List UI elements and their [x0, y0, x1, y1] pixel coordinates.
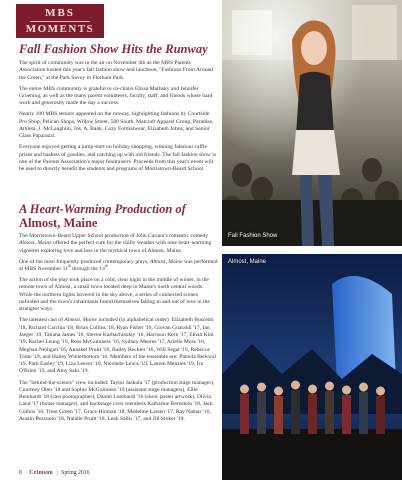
fashion-show-photo [222, 0, 402, 246]
page-number: 8 [19, 470, 22, 476]
almost-maine-caption: Almost, Maine [228, 259, 267, 265]
article1-paragraph: The entire MBS community is grateful to co-chairs Elissa Matlisky and Jennifer Groening, as well as the many parent volunteers, faculty, staff, and friends whose hard work and generosity made the day a success. [19, 85, 213, 107]
magazine-name: Crimson [29, 470, 54, 476]
article2-paragraph: One of the most frequently produced contemporary plays, Almost, Maine was performed at MBS November 11th through the 14th. [19, 258, 218, 272]
article2-title-line2: Almost, Maine [19, 216, 98, 230]
article1-paragraph: Everyone enjoyed getting a jump-start on holiday shopping, winning fabulous raffle prizes and baskets of goodies, and catching up with old friends. The fall fashion show is one of the Parents Association's major fundraisers. Proceeds from this year's event will be used to directly benefit the students and programs of Morristown-Beard School. [19, 144, 217, 173]
almost-maine-illustration [222, 254, 402, 480]
article2-paragraph: The action of the play took place on a cold, clear night in the middle of winter, in the remote town of Almost, a small town located deep in Maine's north central woods. While the northern lights hovered in the sky above, a series of connected scenes unfolded and the town's inhabitants found themselves falling in and out of love in the strangest ways. [19, 277, 210, 313]
issue-date: Spring 2016 [61, 470, 90, 476]
article1-paragraph: The spirit of community was in the air on November 4th as the MBS Parents Association hosted this year's fall fashion show and luncheon, "Fashions From Around the Green," at the Park Savoy in Florham Park. [19, 60, 214, 81]
article-almost-maine [19, 202, 218, 427]
article2-paragraph: The "behind-the-scenes" crew included: Taylor Jaskula '17 (production stage manager), Courtney Ober '18 and Sophie McGuinness '19 (assistant stage managers), Ellie Reinhardt '18 (cast photographer), Daniel Lombardi '16 (show poster artwork), Olivia Land '17 (house manager), and backstage crew members Katharine Bernstein '18, Jack Collins '16, Trent Green '17, Grace Hinman '18, Madeline Larsen '17, Ray Namar '16, Austin Pezzuoto '18, Natalie Pruitt '18, Leah Sallis '17, and Jill Stoker '18. [19, 379, 215, 423]
article2-title [19, 202, 218, 230]
page-footer [19, 470, 90, 476]
article-fashion-show [19, 42, 218, 177]
fashion-show-caption: Fall Fashion Show [228, 233, 278, 239]
mbs-moments-badge [16, 4, 104, 38]
badge-divider [30, 21, 90, 22]
badge-line1: MBS [45, 7, 75, 19]
footer-separator: | [56, 470, 58, 476]
article1-paragraph: Nearly 100 MBS seniors appeared on the runway, highlighting fashions by Courtside Pro Shop, Pelican Shops, Willow Street, 580 South, Matcraft Apparel Group, Paradise, Athleta, J. McLaughlin, Jos. A. Bank, Cozy Formalwear, Elizabeth Johns, and Senior Class Paparazzi. [19, 111, 214, 140]
article1-title: Fall Fashion Show Hits the Runway [19, 42, 208, 56]
article2-paragraph: The talented cast of Almost, Maine included (in alphabetical order): Elizabeth Buscemi '18, Richard Carchia '18, Brian Collins '18, Ryan Fisher '16, Giovan Guaraldi '17, Ian Jaeger '19, Tatiana James '16, Steven Karbachinskiy '16, Harrison Kern '17, Ethan Kim '19, Rachel Leung '16, Ross McGuinness '16, Sydney Meeres '17, Arielle Moss '16, Meghan Nelligan '16, Annabel Pruitt '16, Bailey Rechler '16, Will Segal '16, Rebecca Tome '19, and Hailey Winterbottom '16. Members of the ensemble are: Pamela Berkwal '19, Patti Easley '19, Liza Leever '19, Nicolette Lewis '19, Lauren Menzies '19, Ira O'Brien '19, and Amy Saks '19. [19, 317, 217, 375]
fashion-show-illustration [222, 0, 402, 246]
article2-title-line1: A Heart-Warming Production of [19, 202, 186, 216]
article2-paragraph: The Morristown-Beard Upper School production of John Cariani's romantic comedy Almost, Maine offered the perfect cure for the chilly weather with nine heart-warming vignettes exploring love and loss in the mythical town of Almost, Maine. [19, 233, 212, 254]
badge-line2: MOMENTS [25, 23, 95, 35]
almost-maine-photo [222, 254, 402, 480]
